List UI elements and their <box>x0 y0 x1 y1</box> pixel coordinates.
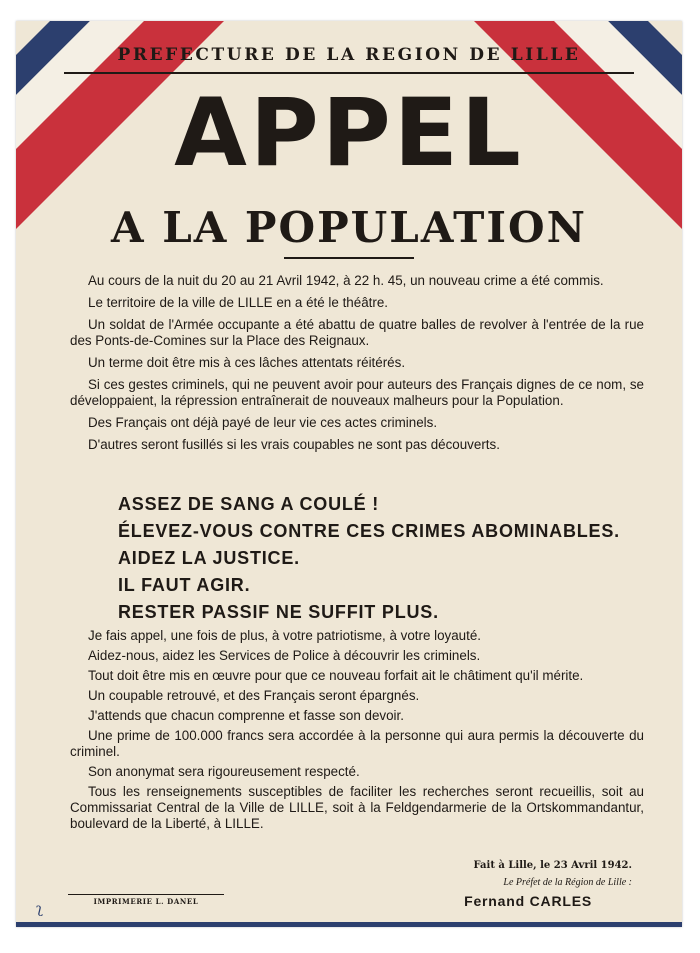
signature-name: Fernand CARLES <box>464 893 592 909</box>
paragraph: Aidez-nous, aidez les Services de Police à découvrir les criminels. <box>88 648 481 663</box>
title-rule <box>284 257 414 259</box>
slogan: RESTER PASSIF NE SUFFIT PLUS. <box>118 602 439 622</box>
paragraph: Des Français ont déjà payé de leur vie ces actes criminels. <box>88 415 438 430</box>
paragraph: D'autres seront fusillés si les vrais coupables ne sont pas découverts. <box>88 437 500 452</box>
printer-rule <box>68 894 224 895</box>
signature-date: Fait à Lille, le 23 Avril 1942. <box>473 860 632 871</box>
ink-mark-icon: ʅ <box>36 901 43 917</box>
paragraph: Tout doit être mis en œuvre pour que ce nouveau forfait ait le châtiment qu'il mérite. <box>88 668 584 683</box>
slogan: ASSEZ DE SANG A COULÉ ! <box>118 494 380 514</box>
paragraph: J'attends que chacun comprenne et fasse son devoir. <box>88 708 404 723</box>
body-text-first <box>70 273 644 459</box>
slogan: IL FAUT AGIR. <box>118 575 251 595</box>
slogan: AIDEZ LA JUSTICE. <box>118 548 300 568</box>
signature-role: Le Préfet de la Région de Lille : <box>503 877 632 888</box>
poster <box>16 21 682 927</box>
signature-block <box>464 859 632 910</box>
slogan: ÉLEVEZ-VOUS CONTRE CES CRIMES ABOMINABLES. <box>118 521 620 541</box>
prefecture-header: PREFECTURE DE LA REGION DE LILLE <box>117 45 581 65</box>
body-text-second <box>70 628 644 836</box>
paragraph: Le territoire de la ville de LILLE en a été le théâtre. <box>88 295 388 310</box>
paragraph: Tous les renseignements susceptibles de faciliter les recherches seront recueillis, soit au Commissariat Central de la Ville de LILLE, soit à la Feldgendarmerie de la Ortskommandantur, boulevard de la Liberté, à LILLE. <box>70 784 644 831</box>
paragraph: Si ces gestes criminels, qui ne peuvent avoir pour auteurs des Français dignes de ce nom, se développaient, la répression entraînerait de nouveaux malheurs pour la Population. <box>70 377 644 408</box>
title-population: A LA POPULATION <box>110 203 588 252</box>
bottom-border <box>16 922 682 927</box>
title-appel: APPEL <box>174 79 524 188</box>
slogans <box>118 491 658 626</box>
printer-credit: IMPRIMERIE L. DANEL <box>93 897 199 906</box>
paragraph: Un terme doit être mis à ces lâches attentats réitérés. <box>88 355 406 370</box>
paragraph: Une prime de 100.000 francs sera accordée à la personne qui aura permis la découverte du criminel. <box>70 728 644 759</box>
header-rule <box>64 72 634 74</box>
paragraph: Son anonymat sera rigoureusement respecté. <box>88 764 360 779</box>
paragraph: Je fais appel, une fois de plus, à votre patriotisme, à votre loyauté. <box>88 628 482 643</box>
paragraph: Un soldat de l'Armée occupante a été abattu de quatre balles de revolver à l'entrée de la rue des Ponts-de-Comines sur la Place des Reignaux. <box>70 317 644 348</box>
paragraph: Au cours de la nuit du 20 au 21 Avril 1942, à 22 h. 45, un nouveau crime a été commis. <box>88 273 604 288</box>
paragraph: Un coupable retrouvé, et des Français seront épargnés. <box>88 688 420 703</box>
